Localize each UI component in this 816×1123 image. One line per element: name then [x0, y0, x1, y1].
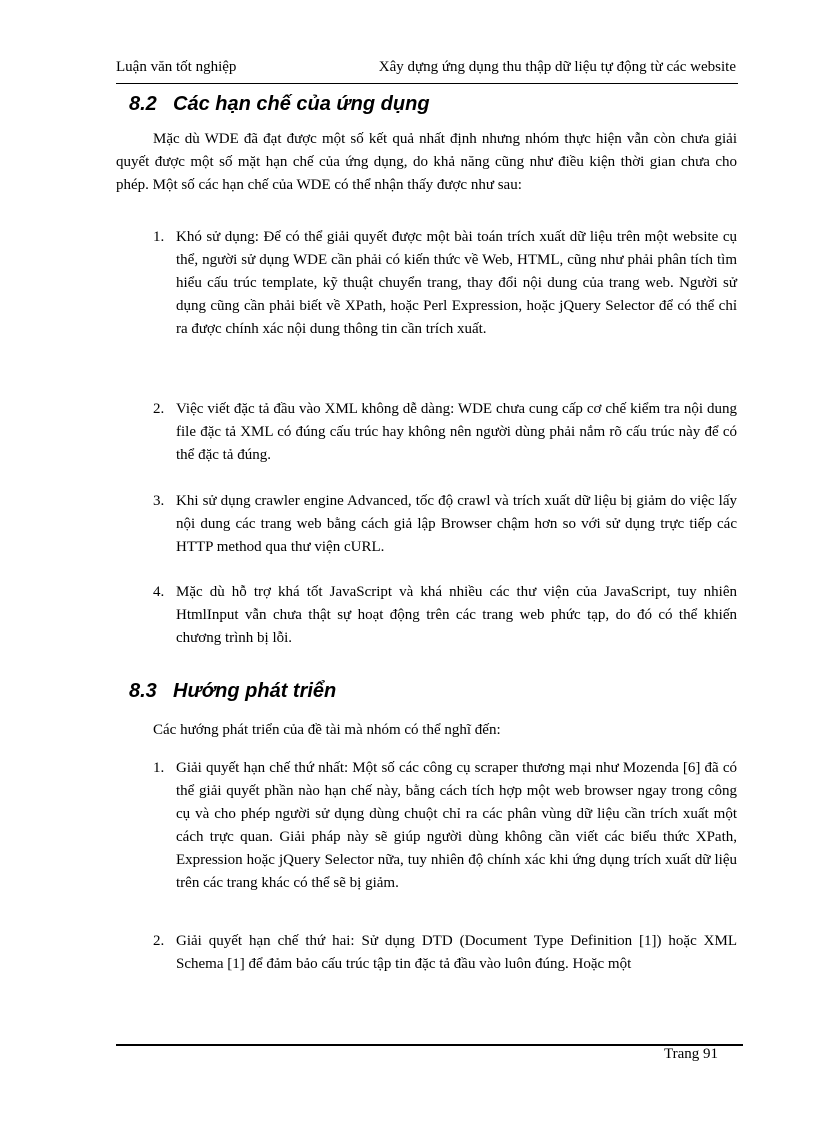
list-number: 1. — [153, 229, 165, 245]
development-item-1 — [153, 757, 737, 895]
limitation-item-1 — [153, 226, 737, 341]
page-header — [116, 57, 738, 84]
header-thesis-title: Xây dựng ứng dụng thu thập dữ liệu tự động từ các website — [378, 59, 736, 75]
list-number: 4. — [153, 584, 165, 600]
list-number: 3. — [153, 493, 165, 509]
list-text: Giải quyết hạn chế thứ hai: Sử dụng DTD (Document Type Definition [1]) hoặc XML Schema [1] để đảm bảo cấu trúc tập tin đặc tả đầu vào luôn đúng. Hoặc một — [176, 933, 737, 972]
list-text: Việc viết đặc tả đầu vào XML không dễ dàng: WDE chưa cung cấp cơ chế kiểm tra nội dung file đặc tả XML có đúng cấu trúc hay không nên người dùng phải nắm rõ cấu trúc này để có thể đặc tả đúng. — [176, 401, 737, 463]
section-8-2-intro: Mặc dù WDE đã đạt được một số kết quả nhất định nhưng nhóm thực hiện vẫn còn chưa giải quyết được một số mặt hạn chế của ứng dụng, do khả năng cũng như điều kiện thời gian chưa cho phép. Một số các hạn chế của WDE có thể nhận thấy được như sau: — [116, 131, 737, 193]
limitation-item-4 — [153, 581, 737, 650]
list-text: Khó sử dụng: Để có thể giải quyết được một bài toán trích xuất dữ liệu trên một website cụ thể, người sử dụng WDE cần phải có kiến thức về Web, HTML, cũng như phải phân tích tìm hiểu cấu trúc template, kỹ thuật chuyển trang, thay đổi nội dung của trang web. Người sử dụng cũng cần phải biết về XPath, hoặc Perl Expression, hoặc jQuery Selector để có thể chỉ ra được chính xác nội dung thông tin cần trích xuất. — [176, 229, 737, 337]
footer-divider — [116, 1044, 743, 1046]
section-number: 8.2 — [129, 93, 157, 115]
header-thesis-label: Luận văn tốt nghiệp — [116, 59, 237, 75]
section-number: 8.3 — [129, 680, 157, 702]
section-8-3-intro: Các hướng phát triển của đề tài mà nhóm có thể nghĩ đến: — [153, 722, 501, 738]
list-number: 1. — [153, 760, 165, 776]
section-title: Các hạn chế của ứng dụng — [173, 93, 430, 115]
page-number: Trang 91 — [663, 1046, 718, 1062]
limitation-item-3 — [153, 490, 737, 559]
section-heading-8-3 — [129, 680, 336, 703]
section-title: Hướng phát triển — [173, 680, 337, 702]
list-number: 2. — [153, 933, 165, 949]
list-text: Giải quyết hạn chế thứ nhất: Một số các công cụ scraper thương mại như Mozenda [6] đã có thể giải quyết phần nào hạn chế này, bằng cách tích hợp một web browser ngay trong công cụ và cho phép người sử dụng dùng chuột chỉ ra các phân vùng dữ liệu cần trích xuất một cách trực quan. Giải pháp này sẽ giúp người dùng không cần viết các biểu thức XPath, Expression hoặc jQuery Selector nữa, tuy nhiên độ chính xác khi ứng dụng trích xuất dữ liệu trên các trang khác có thể sẽ bị giảm. — [176, 760, 737, 891]
development-item-2 — [153, 930, 737, 976]
limitation-item-2 — [153, 398, 737, 467]
section-heading-8-2 — [129, 93, 430, 116]
list-text: Khi sử dụng crawler engine Advanced, tốc độ crawl và trích xuất dữ liệu bị giảm do việc lấy nội dung các trang web bằng cách giả lập Browser chậm hơn so với sử dụng trực tiếp các HTTP method qua thư viện cURL. — [176, 493, 737, 555]
list-text: Mặc dù hỗ trợ khá tốt JavaScript và khá nhiều các thư viện của JavaScript, tuy nhiên HtmlInput vẫn chưa thật sự hoạt động trên các trang web phức tạp, do đó có thể khiến chương trình bị lỗi. — [176, 584, 737, 646]
list-number: 2. — [153, 401, 165, 417]
